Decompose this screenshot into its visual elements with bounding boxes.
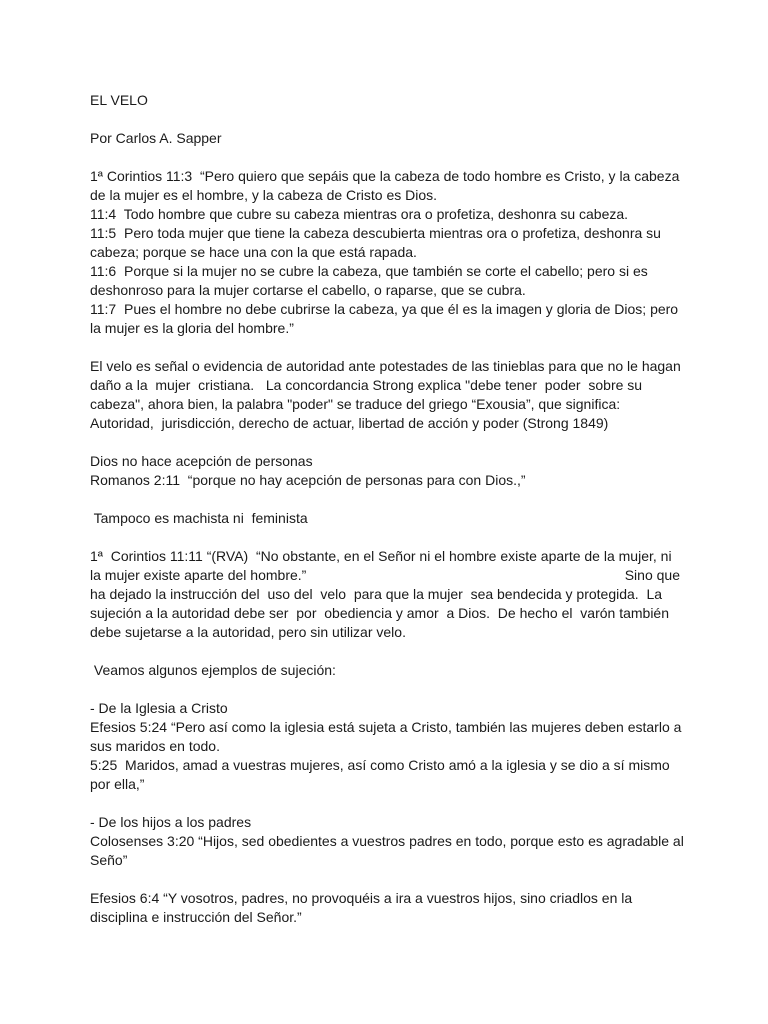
text-line: sus maridos en todo. — [90, 738, 220, 754]
text-line: 1ª Corintios 11:11 “(RVA) “No obstante, en el Señor ni el hombre existe aparte de la mujer, ni — [90, 548, 672, 564]
text-line: 5:25 Maridos, amad a vuestras mujeres, así como Cristo amó a la iglesia y se dio a sí mismo — [90, 757, 670, 773]
text-line: - De la Iglesia a Cristo — [90, 700, 228, 716]
text-line: Colosenses 3:20 “Hijos, sed obedientes a vuestros padres en todo, porque esto es agradable al — [90, 833, 684, 849]
text-line: 11:5 Pero toda mujer que tiene la cabeza descubierta mientras ora o profetiza, deshonra su — [90, 225, 661, 241]
text-line: daño a la mujer cristiana. La concordancia Strong explica "debe tener poder sobre su — [90, 377, 643, 393]
text-line-split — [90, 566, 680, 585]
text-line: 11:7 Pues el hombre no debe cubrirse la cabeza, ya que él es la imagen y gloria de Dios; pero — [90, 301, 679, 317]
text-line: de la mujer es el hombre, y la cabeza de Cristo es Dios. — [90, 187, 438, 203]
text-line: Dios no hace acepción de personas — [90, 453, 313, 469]
text-line: Tampoco es machista ni feminista — [90, 510, 308, 526]
text-line: Efesios 5:24 “Pero así como la iglesia está sujeta a Cristo, también las mujeres deben estarlo a — [90, 719, 682, 735]
paragraph-gap — [90, 338, 680, 357]
text-line: Autoridad, jurisdicción, derecho de actuar, libertad de acción y poder (Strong 1849) — [90, 415, 609, 431]
text-line-left: la mujer existe aparte del hombre.” — [90, 567, 307, 583]
text-line: deshonroso para la mujer cortarse el cabello, o raparse, que se cubra. — [90, 282, 526, 298]
document-title: EL VELO — [90, 92, 148, 108]
text-line: debe sujetarse a la autoridad, pero sin utilizar velo. — [90, 624, 406, 640]
text-line: El velo es señal o evidencia de autoridad ante potestades de las tinieblas para que no le hagan — [90, 358, 681, 374]
paragraph-gap — [90, 794, 680, 813]
text-line: Efesios 6:4 “Y vosotros, padres, no provoquéis a ira a vuestros hijos, sino criadlos en la — [90, 890, 633, 906]
paragraph-gap — [90, 680, 680, 699]
text-line: cabeza; porque se hace una con la que está rapada. — [90, 244, 417, 260]
text-line: Veamos algunos ejemplos de sujeción: — [90, 662, 336, 678]
text-line: - De los hijos a los padres — [90, 814, 252, 830]
paragraph-gap — [90, 870, 680, 889]
paragraph-gap — [90, 110, 680, 129]
paragraph-gap — [90, 528, 680, 547]
text-line: cabeza", ahora bien, la palabra "poder" se traduce del griego “Exousia”, que significa: — [90, 396, 621, 412]
document-body — [90, 91, 684, 927]
author-line: Por Carlos A. Sapper — [90, 130, 222, 146]
text-line: por ella,” — [90, 776, 145, 792]
text-line: disciplina e instrucción del Señor.” — [90, 909, 302, 925]
text-line: Seño” — [90, 852, 128, 868]
text-line: 1ª Corintios 11:3 “Pero quiero que sepáis que la cabeza de todo hombre es Cristo, y la cabeza — [90, 168, 680, 184]
paragraph-gap — [90, 642, 680, 661]
text-line-right: Sino que — [624, 567, 680, 583]
text-line: Romanos 2:11 “porque no hay acepción de personas para con Dios.,” — [90, 472, 526, 488]
text-line: 11:4 Todo hombre que cubre su cabeza mientras ora o profetiza, deshonra su cabeza. — [90, 206, 629, 222]
text-line: la mujer es la gloria del hombre.” — [90, 320, 294, 336]
text-line: ha dejado la instrucción del uso del velo para que la mujer sea bendecida y protegida. La — [90, 586, 663, 602]
text-line: 11:6 Porque si la mujer no se cubre la cabeza, que también se corte el cabello; pero si es — [90, 263, 648, 279]
text-line: sujeción a la autoridad debe ser por obediencia y amor a Dios. De hecho el varón también — [90, 605, 670, 621]
paragraph-gap — [90, 148, 680, 167]
paragraph-gap — [90, 433, 680, 452]
paragraph-gap — [90, 490, 680, 509]
